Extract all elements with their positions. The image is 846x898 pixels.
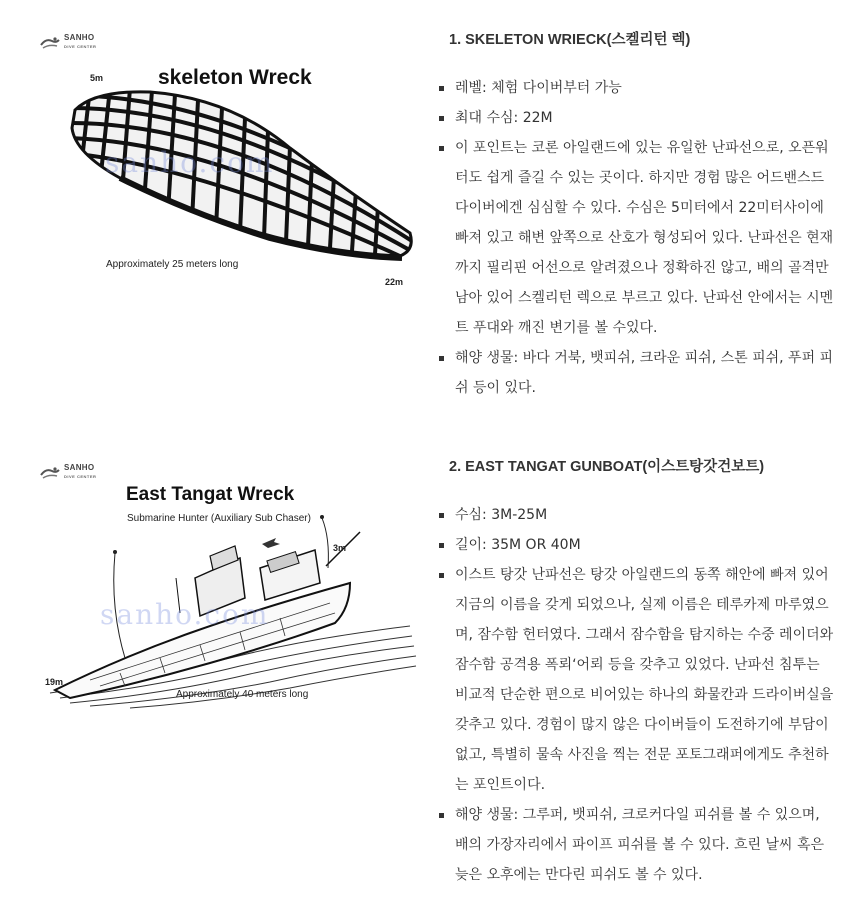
figure-title: skeleton Wreck [158, 66, 312, 89]
bullet-icon [439, 86, 444, 91]
list-item [447, 103, 837, 133]
bullet-icon [439, 813, 444, 818]
bullet-icon [439, 543, 444, 548]
list-item-text: 수심: 3M-25M [455, 507, 548, 523]
dive-point-east-tangat [0, 440, 846, 898]
list-item [447, 800, 837, 890]
list-item-text: 해양 생물: 바다 거북, 뱃피쉬, 크라운 피쉬, 스톤 피쉬, 푸퍼 피쉬 등이 있다. [455, 350, 834, 396]
bullet-icon [439, 513, 444, 518]
point-heading: 2. EAST TANGAT GUNBOAT(이스트탕갓건보트) [449, 459, 765, 475]
list-item [447, 560, 837, 800]
bullet-icon [439, 356, 444, 361]
depth-top-label: 5m [90, 73, 104, 83]
list-item [447, 530, 837, 560]
watermark: sanho.com [105, 146, 275, 179]
list-item-text: 이스트 탕갓 난파선은 탕갓 아일랜드의 동쪽 해안에 빠져 있어 지금의 이름을 갖게 되었으나, 실제 이름은 테루카제 마루였으며, 잠수함 헌터였다. 그래서 잠수함을 탐지하는 수중 레이더와 잠수함 공격용 폭뢰‘어뢰 등을 갖추고 있었다. 난파선 침투는 비교적 단순한 편으로 비어있는 하나의 화물칸과 드라이버실을 갖추고 있다. 경험이 많지 않은 다이버들이 도전하기에 부담이 없고, 특별히 물속 사진을 찍는 전문 포토그래퍼에게도 추천하는 포인트이다. [455, 567, 834, 793]
brand-name: SANHO [64, 33, 95, 42]
east-tangat-illustration [30, 458, 420, 738]
brand-sub: DIVE CENTER [64, 474, 97, 479]
list-item-text: 길이: 35M OR 40M [455, 537, 581, 553]
figure-title: East Tangat Wreck [126, 484, 295, 505]
bullet-icon [439, 573, 444, 578]
dive-point-skeleton-wreck [0, 0, 846, 440]
list-item [447, 133, 837, 343]
bullet-icon [439, 146, 444, 151]
point-heading: 1. SKELETON WRIECK(스켈리턴 렉) [449, 32, 691, 48]
figure-subtitle: Submarine Hunter (Auxiliary Sub Chaser) [127, 513, 311, 524]
point-description [447, 457, 837, 890]
depth-top-label: 3m [333, 543, 347, 553]
list-item-text: 레벨: 체험 다이버부터 가능 [455, 80, 622, 96]
skeleton-wreck-illustration [30, 28, 420, 298]
watermark: sanho.com [100, 598, 270, 631]
list-item [447, 73, 837, 103]
point-details-list [447, 500, 837, 890]
depth-bottom-label: 22m [385, 277, 404, 287]
list-item-text: 이 포인트는 코론 아일랜드에 있는 유일한 난파선으로, 오픈워터도 쉽게 즐길 수 있는 곳이다. 하지만 경험 많은 어드밴스드 다이버에겐 심심할 수 있다. 수심은 5미터에서 22미터사이에 빠져 있고 해변 앞쪽으로 산호가 형성되어 있다. 난파선은 현재까지 필리핀 어선으로 알려졌으나 정확하진 않고, 배의 골격만 남아 있어 스켈리턴 렉으로 부르고 있다. 난파선 안에서는 시멘트 푸대와 깨진 변기를 볼 수있다. [455, 140, 834, 336]
brand-sub: DIVE CENTER [64, 44, 97, 49]
bullet-icon [439, 116, 444, 121]
list-item-text: 최대 수심: 22M [455, 110, 553, 126]
brand-name: SANHO [64, 463, 95, 472]
list-item [447, 500, 837, 530]
depth-bottom-label: 19m [45, 677, 64, 687]
point-description [447, 30, 837, 403]
list-item [447, 343, 837, 403]
point-details-list [447, 73, 837, 403]
figure-caption: Approximately 25 meters long [106, 259, 239, 270]
list-item-text: 해양 생물: 그루퍼, 뱃피쉬, 크로커다일 피쉬를 볼 수 있으며, 배의 가장자리에서 파이프 피쉬를 볼 수 있다. 흐린 날씨 혹은 늦은 오후에는 만다린 피쉬도 볼 수 있다. [455, 807, 825, 883]
figure-caption: Approximately 40 meters long [176, 689, 309, 700]
